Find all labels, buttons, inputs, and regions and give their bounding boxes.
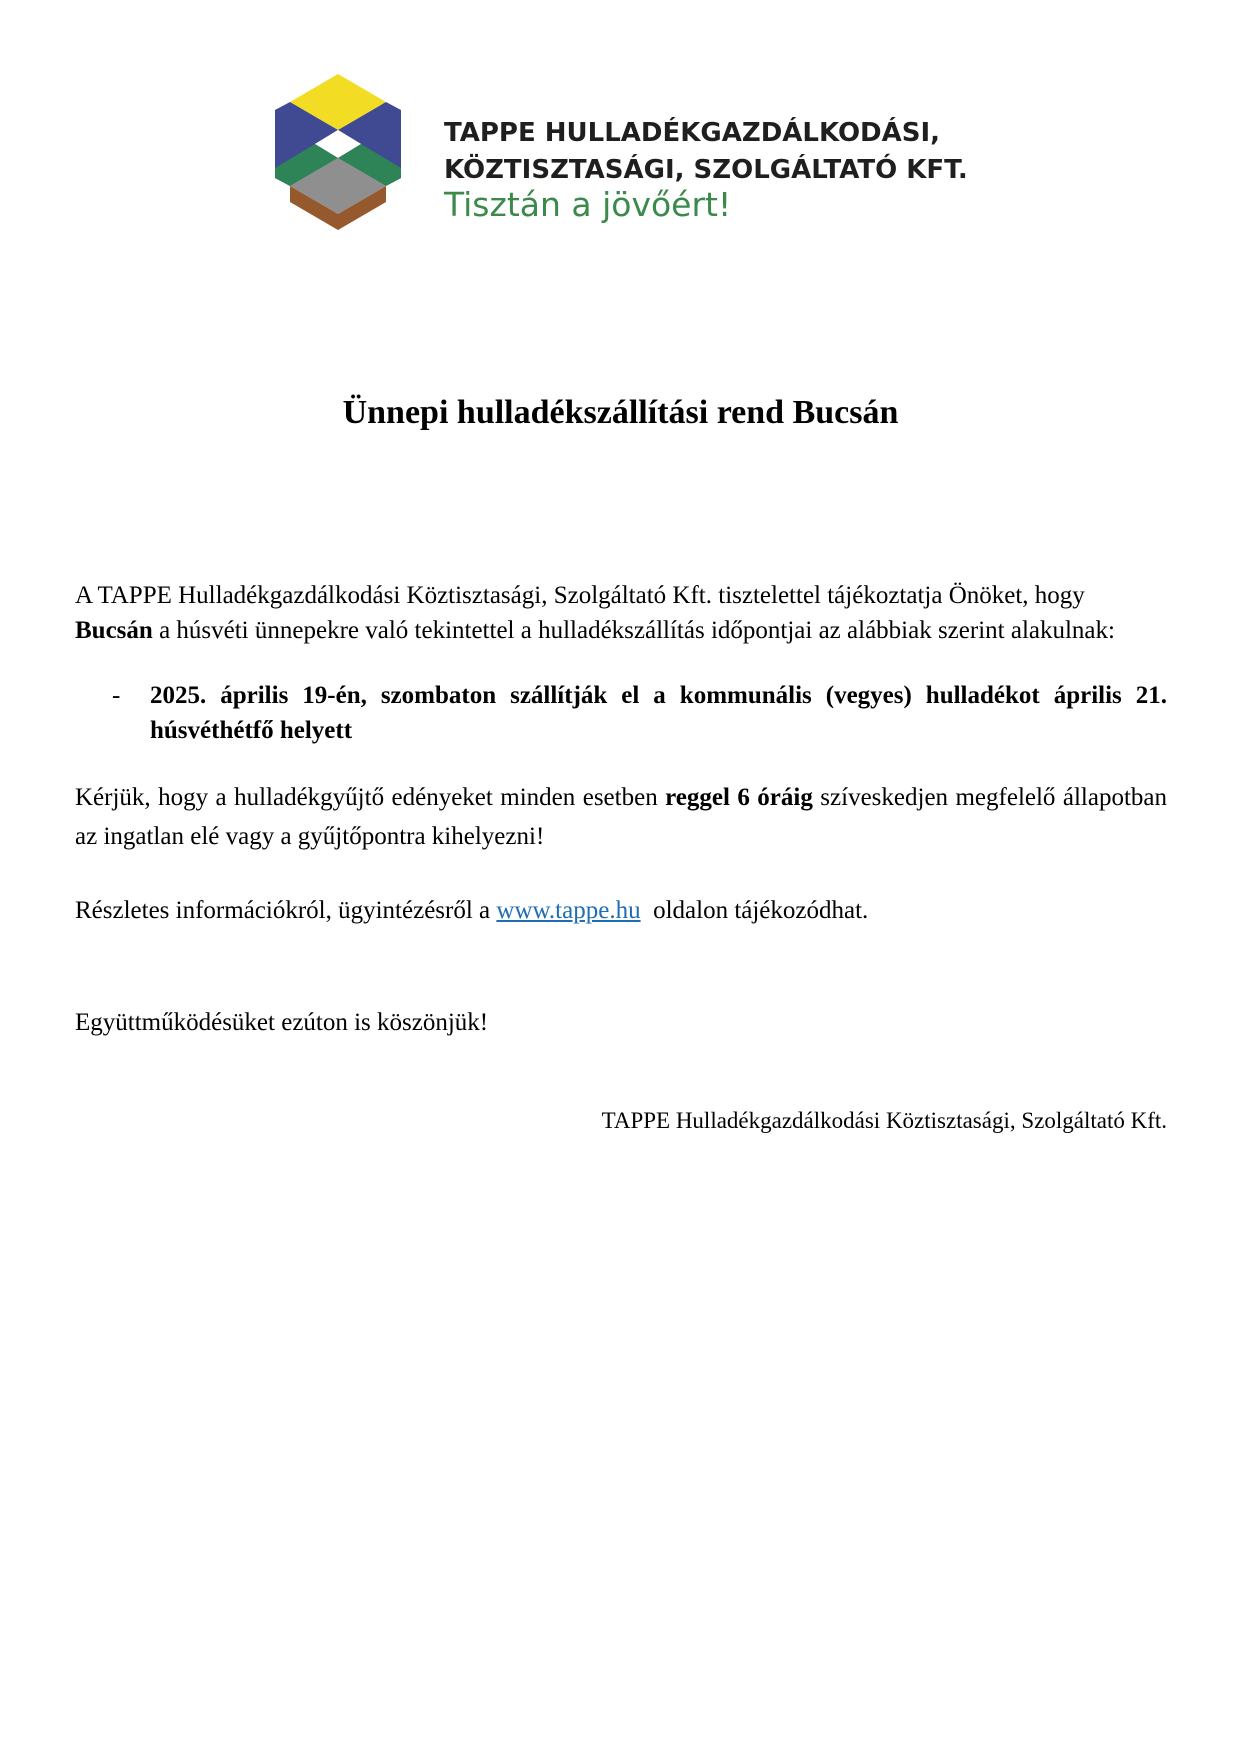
info-paragraph xyxy=(75,893,1167,928)
list-item-text: 2025. április 19-én, szombaton szállítják el a kommunális (vegyes) hulladékot április 21. húsvéthétfő helyett xyxy=(150,682,1167,744)
company-slogan: Tisztán a jövőért! xyxy=(444,185,732,224)
request-paragraph xyxy=(75,778,1167,856)
schedule-list xyxy=(75,678,1167,748)
document-title: Ünnepi hulladékszállítási rend Bucsán xyxy=(342,394,899,431)
list-item xyxy=(75,678,1167,748)
request-text-2: szíveskedjen megfelelő állapotban az ingatlan elé vagy a gyűjtőpontra kihelyezni! xyxy=(75,784,1168,850)
list-dash: - xyxy=(112,682,121,709)
company-name-line2: KÖZTISZTASÁGI, SZOLGÁLTATÓ KFT. xyxy=(444,155,968,185)
request-bold-time: reggel 6 óráig xyxy=(665,784,813,811)
intro-paragraph xyxy=(75,578,1167,648)
info-text-2: oldalon tájékozódhat. xyxy=(640,897,869,924)
thanks-paragraph: Együttműködésüket ezúton is köszönjük! xyxy=(75,1009,489,1036)
intro-text-1: A TAPPE Hulladékgazdálkodási Köztisztasági, Szolgáltató Kft. tisztelettel tájékoztatja Önöket, hogy xyxy=(75,582,1085,609)
request-text-1: Kérjük, hogy a hulladékgyűjtő edényeket minden esetben xyxy=(75,784,666,811)
info-text-1: Részletes információkról, ügyintézésről a xyxy=(75,897,497,924)
website-link[interactable]: www.tappe.hu xyxy=(496,897,641,924)
intro-text-2: a húsvéti ünnepekre való tekintettel a hulladékszállítás időpontjai az alábbiak szerint alakulnak: xyxy=(152,617,1115,644)
document-body xyxy=(75,578,1167,1138)
tappe-hexagon-logo-icon xyxy=(275,72,415,242)
signature: TAPPE Hulladékgazdálkodási Köztisztasági, Szolgáltató Kft. xyxy=(601,1108,1167,1133)
intro-bold-location: Bucsán xyxy=(75,617,153,644)
company-name-line1: TAPPE HULLADÉKGAZDÁLKODÁSI, xyxy=(444,118,941,148)
header-logo-block xyxy=(275,72,995,247)
company-name xyxy=(444,115,968,189)
